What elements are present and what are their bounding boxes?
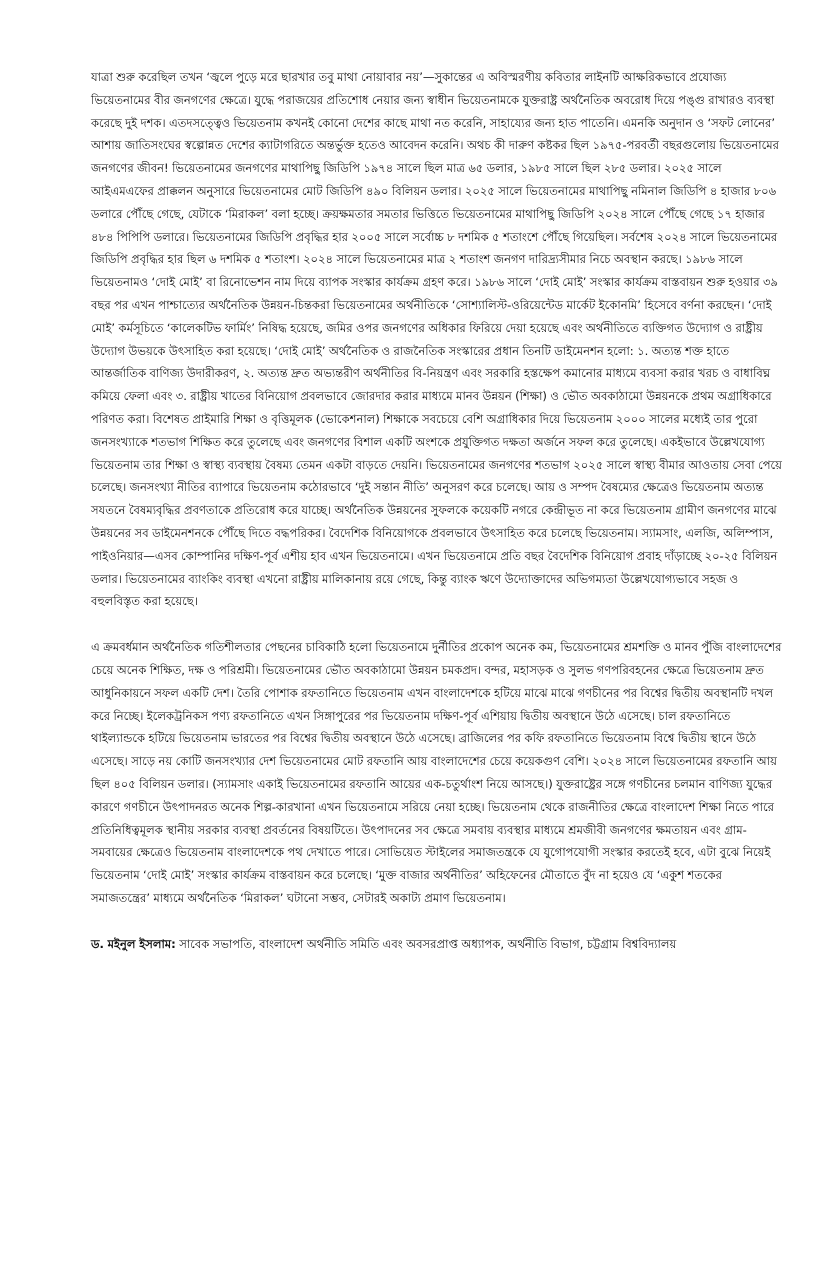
- article-paragraph-1: যাত্রা শুরু করেছিল তখন ‘জ্বলে পুড়ে মরে ছারখার তবু মাথা নোয়াবার নয়’—সুকান্তের এ অবিস্মরণীয় কবিতার লাইনটি আক্ষরিকভাবে প্রযোজ্য ভিয়েতনামের বীর জনগণের ক্ষেত্রে। যুদ্ধে পরাজয়ের প্রতিশোধ নেয়ার জন্য স্বাধীন ভিয়েতনামকে যুক্তরাষ্ট্র অর্থনৈতিক অবরোধ দিয়ে পঙ্গু রাখারও ব্যবস্থা করেছে দুই দশক। এতদসত্ত্বেও ভিয়েতনাম কখনই কোনো দেশের কাছে মাথা নত করেনি, সাহায্যের জন্য হাত পাতেনি। এমনকি অনুদান ও ‘সফট লোনের’ আশায় জাতিসংঘের স্বল্পোন্নত দেশের ক্যাটাগরিতে অন্তর্ভুক্ত হতেও আবেদন করেনি। অথচ কী দারুণ কষ্টকর ছিল ১৯৭৫-পরবর্তী বছরগুলোয় ভিয়েতনামের জনগণের জীবন! ভিয়েতনামের জনগণের মাথাপিছু জিডিপি ১৯৭৪ সালে ছিল মাত্র ৬৫ ডলার, ১৯৮৫ সালে ছিল ২৮৫ ডলার। ২০২৫ সালে আইএমএফের প্রাক্কলন অনুসারে ভিয়েতনামের মোট জিডিপি ৪৯০ বিলিয়ন ডলার। ২০২৫ সালে ভিয়েতনামের মাথাপিছু নমিনাল জিডিপি ৪ হাজার ৮০৬ ডলারে পৌঁছে গেছে, যেটাকে ‘মিরাকল’ বলা হচ্ছে। ক্রয়ক্ষমতার সমতার ভিত্তিতে ভিয়েতনামের মাথাপিছু জিডিপি ২০২৪ সালে পৌঁছে গেছে ১৭ হাজার ৪৮৪ পিপিপি ডলারে। ভিয়েতনামের জিডিপি প্রবৃদ্ধির হার ২০০৫ সালে সর্বোচ্চ ৮ দশমিক ৫ শতাংশে পৌঁছে গিয়েছিল। সর্বশেষ ২০২৪ সালে ভিয়েতনামের জিডিপি প্রবৃদ্ধির হার ছিল ৬ দশমিক ৫ শতাংশ। ২০২৪ সালে ভিয়েতনামের মাত্র ২ শতাংশ জনগণ দারিদ্র্যসীমার নিচে অবস্থান করছে। ১৯৮৬ সালে ভিয়েতনামও ‘দোই মোই’ বা রিনোভেশন নাম দিয়ে ব্যাপক সংস্কার কার্যক্রম গ্রহণ করে। ১৯৮৬ সালে ‘দোই মোই’ সংস্কার কার্যক্রম বাস্তবায়ন শুরু হওয়ার ৩৯ বছর পর এখন পাশ্চাত্যের অর্থনৈতিক উন্নয়ন-চিন্তকরা ভিয়েতনামের অর্থনীতিকে ‘সোশ্যালিস্ট-ওরিয়েন্টেড মার্কেট ইকোনমি’ হিসেবে বর্ণনা করছেন। ‘দোই মোই’ কর্মসূচিতে ‘কালেকটিভ ফার্মিং’ নিষিদ্ধ হয়েছে, জমির ওপর জনগণের অধিকার ফিরিয়ে দেয়া হয়েছে এবং অর্থনীতিতে ব্যক্তিগত উদ্যোগ ও রাষ্ট্রীয় উদ্যোগ উভয়কে উৎসাহিত করা হয়েছে। ‘দোই মোই’ অর্থনৈতিক ও রাজনৈতিক সংস্কারের প্রধান তিনটি ডাইমেনশন হলো: ১. অত্যন্ত শক্ত হাতে আন্তর্জাতিক বাণিজ্য উদারীকরণ, ২. অত্যন্ত দ্রুত অভ্যন্তরীণ অর্থনীতির বি-নিয়ন্ত্রণ এবং সরকারি হস্তক্ষেপ কমানোর মাধ্যমে ব্যবসা করার খরচ ও বাধাবিঘ্ন কমিয়ে ফেলা এবং ৩. রাষ্ট্রীয় খাতের বিনিয়োগ প্রবলভাবে জোরদার করার মাধ্যমে মানব উন্নয়ন (শিক্ষা) ও ভৌত অবকাঠামো উন্নয়নকে প্রথম অগ্রাধিকারে পরিণত করা। বিশেষত প্রাইমারি শিক্ষা ও বৃত্তিমূলক (ভোকেশনাল) শিক্ষাকে সবচেয়ে বেশি অগ্রাধিকার দিয়ে ভিয়েতনাম ২০০০ সালের মধ্যেই তার পুরো জনসংখ্যাকে শতভাগ শিক্ষিত করে তুলেছে এবং জনগণের বিশাল একটি অংশকে প্রযুক্তিগত দক্ষতা অর্জনে সফল করে তুলেছে। একইভাবে উল্লেখযোগ্য ভিয়েতনাম তার শিক্ষা ও স্বাস্থ্য ব্যবস্থায় বৈষম্য তেমন একটা বাড়তে দেয়নি। ভিয়েতনামের জনগণের শতভাগ ২০২৫ সালে স্বাস্থ্য বীমার আওতায় সেবা পেয়ে চলেছে। জনসংখ্যা নীতির ব্যাপারে ভিয়েতনাম কঠোরভাবে ‘দুই সন্তান নীতি’ অনুসরণ করে চলেছে। আয় ও সম্পদ বৈষম্যের ক্ষেত্রেও ভিয়েতনাম অত্যন্ত সযতনে বৈষম্যবৃদ্ধির প্রবণতাকে প্রতিরোধ করে যাচ্ছে। অর্থনৈতিক উন্নয়নের সুফলকে কয়েকটি নগরে কেন্দ্রীভূত না করে ভিয়েতনাম গ্রামীণ জনগণের মাঝে উন্নয়নের সব ডাইমেনশনকে পৌঁছে দিতে বদ্ধপরিকর। বৈদেশিক বিনিয়োগকে প্রবলভাবে উৎসাহিত করে চলেছে ভিয়েতনাম। স্যামসাং, এলজি, অলিম্পাস, পাইওনিয়ার—এসব কোম্পানির দক্ষিণ-পূর্ব এশীয় হাব এখন ভিয়েতনামে। এখন ভিয়েতনামে প্রতি বছর বৈদেশিক বিনিয়োগ প্রবাহ দাঁড়াচ্ছে ২০-২৫ বিলিয়ন ডলার। ভিয়েতনামের ব্যাংকিং ব্যবস্থা এখনো রাষ্ট্রীয় মালিকানায় রয়ে গেছে, কিন্তু ব্যাংক ঋণে উদ্যোক্তাদের অভিগম্যতা উল্লেখযোগ্যভাবে সহজ ও বহুলবিস্তৃত করা হয়েছে।: [91, 70, 782, 609]
- author-name: ড. মইনুল ইসলাম:: [91, 936, 176, 951]
- article-page: [91, 66, 783, 955]
- author-bio: [91, 933, 783, 956]
- author-description: সাবেক সভাপতি, বাংলাদেশ অর্থনীতি সমিতি এবং অবসরপ্রাপ্ত অধ্যাপক, অর্থনীতি বিভাগ, চট্টগ্রাম বিশ্ববিদ্যালয়: [175, 936, 677, 951]
- paragraph-spacer: [91, 613, 783, 636]
- article-paragraph-2: এ ক্রমবর্ধমান অর্থনৈতিক গতিশীলতার পেছনের চাবিকাঠি হলো ভিয়েতনামে দুর্নীতির প্রকোপ অনেক কম, ভিয়েতনামের শ্রমশক্তি ও মানব পুঁজি বাংলাদেশের চেয়ে অনেক শিক্ষিত, দক্ষ ও পরিশ্রমী। ভিয়েতনামের ভৌত অবকাঠামো উন্নয়ন চমকপ্রদ। বন্দর, মহাসড়ক ও সুলভ গণপরিবহনের ক্ষেত্রে ভিয়েতনাম দ্রুত আধুনিকায়নে সফল একটি দেশ। তৈরি পোশাক রফতানিতে ভিয়েতনাম এখন বাংলাদেশকে হটিয়ে মাঝে মাঝে গণচীনের পর বিশ্বের দ্বিতীয় অবস্থানটি দখল করে নিচ্ছে। ইলেকট্রনিকস পণ্য রফতানিতে এখন সিঙ্গাপুরের পর ভিয়েতনাম দক্ষিণ-পূর্ব এশিয়ায় দ্বিতীয় অবস্থানে উঠে এসেছে। চাল রফতানিতে থাইল্যান্ডকে হটিয়ে ভিয়েতনাম ভারতের পর বিশ্বের দ্বিতীয় অবস্থানে উঠে এসেছে। ব্রাজিলের পর কফি রফতানিতে ভিয়েতনাম বিশ্বে দ্বিতীয় স্থানে উঠে এসেছে। সাড়ে নয় কোটি জনসংখ্যার দেশ ভিয়েতনামের মোট রফতানি আয় বাংলাদেশের চেয়ে কয়েকগুণ বেশি। ২০২৪ সালে ভিয়েতনামের রফতানি আয় ছিল ৪০৫ বিলিয়ন ডলার। (স্যামসাং একাই ভিয়েতনামের রফতানি আয়ের এক-চতুর্থাংশ নিয়ে আসছে।) যুক্তরাষ্ট্রের সঙ্গে গণচীনের চলমান বাণিজ্য যুদ্ধের কারণে গণচীনে উৎপাদনরত অনেক শিল্প-কারখানা এখন ভিয়েতনামে সরিয়ে নেয়া হচ্ছে। ভিয়েতনাম থেকে রাজনীতির ক্ষেত্রে বাংলাদেশ শিক্ষা নিতে পারে প্রতিনিধিত্বমূলক স্থানীয় সরকার ব্যবস্থা প্রবর্তনের বিষয়টিতে। উৎপাদনের সব ক্ষেত্রে সমবায় ব্যবস্থার মাধ্যমে শ্রমজীবী জনগণের ক্ষমতায়ন এবং গ্রাম-সমবায়ের ক্ষেত্রেও ভিয়েতনাম বাংলাদেশকে পথ দেখাতে পারে। সোভিয়েত স্টাইলের সমাজতন্ত্রকে যে যুগোপযোগী সংস্কার করতেই হবে, এটা বুঝে নিয়েই ভিয়েতনাম ‘দোই মোই’ সংস্কার কার্যক্রম বাস্তবায়ন করে চলেছে। ‘মুক্ত বাজার অর্থনীতির’ অহিফেনের মৌতাতে বুঁদ না হয়েও যে ‘একুশ শতকের সমাজতন্ত্রের’ মাধ্যমে অর্থনৈতিক ‘মিরাকল’ ঘটানো সম্ভব, সেটারই অকাট্য প্রমাণ ভিয়েতনাম।: [91, 640, 782, 905]
- paragraph-spacer: [91, 910, 783, 933]
